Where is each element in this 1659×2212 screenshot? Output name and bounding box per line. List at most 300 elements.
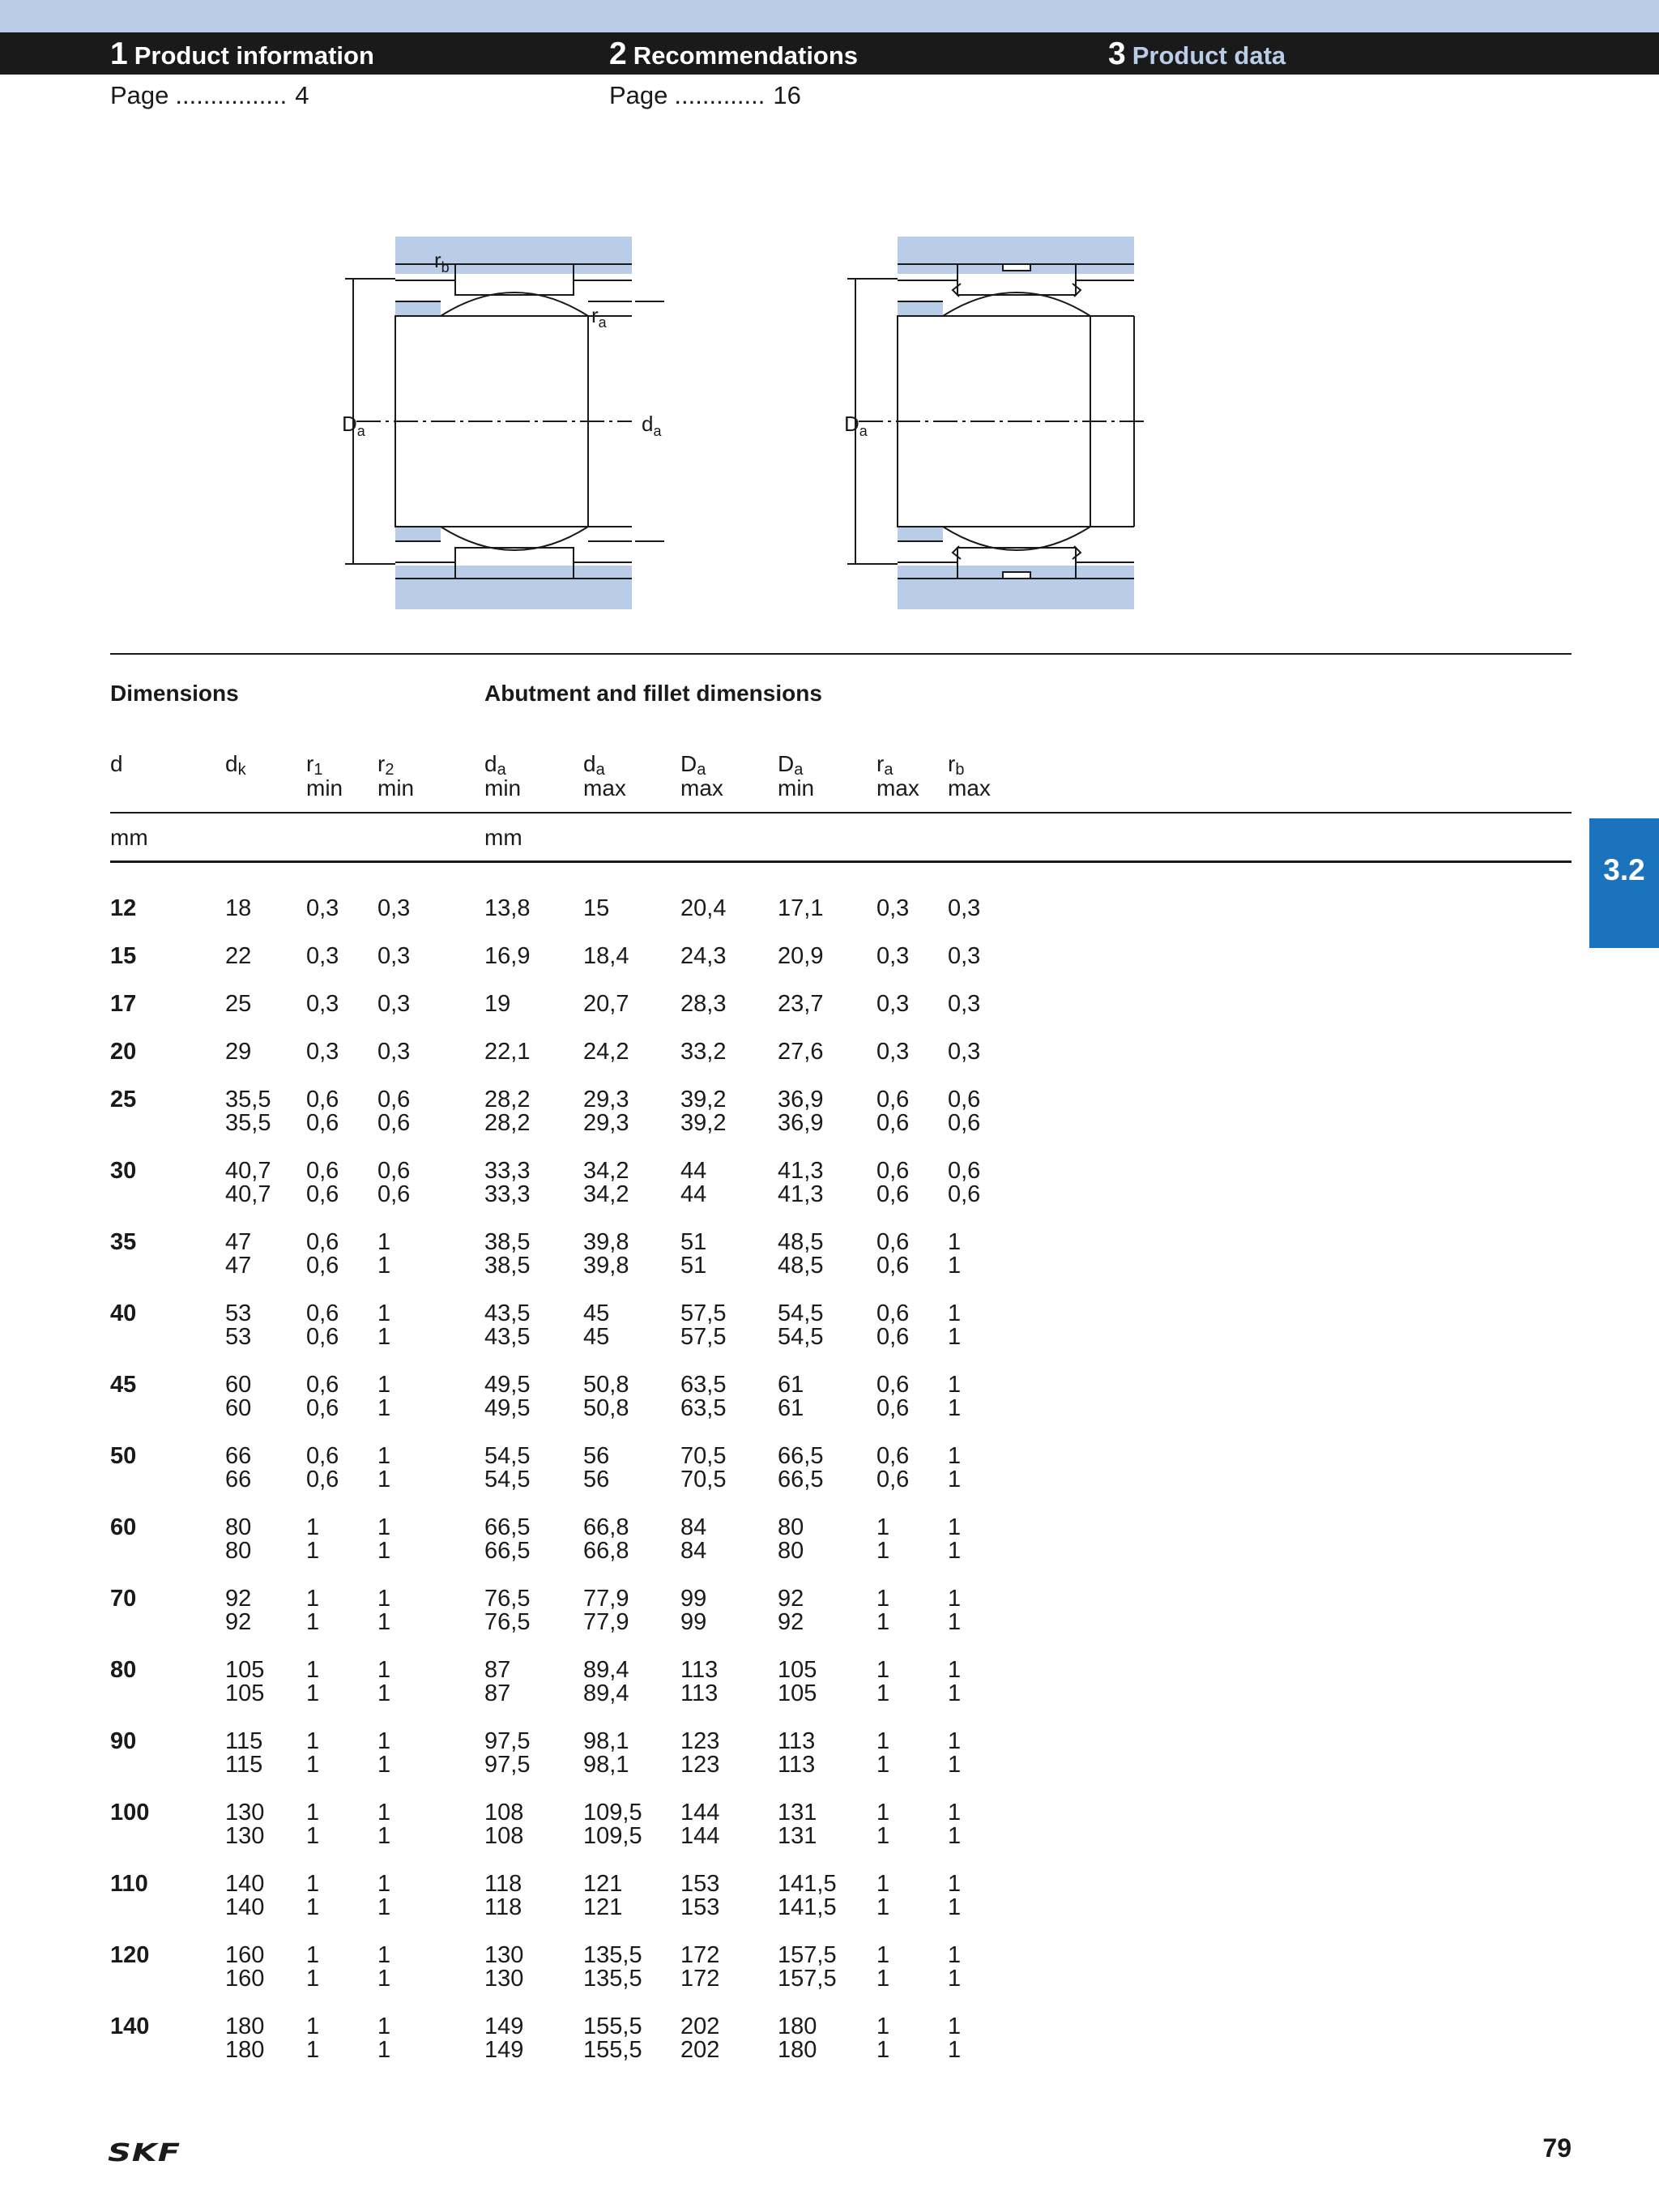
- page-reference-product-information[interactable]: [110, 81, 309, 110]
- table-cell: 56: [583, 1443, 610, 1469]
- table-cell: 105: [225, 1680, 265, 1706]
- bore-diameter-cell: 110: [110, 1871, 148, 1897]
- table-cell: 157,5: [778, 1942, 837, 1968]
- column-subscript: a: [884, 761, 893, 779]
- table-cell: 54,5: [484, 1443, 531, 1469]
- column-qualifier: max: [876, 775, 919, 801]
- table-cell: 66,5: [484, 1538, 531, 1564]
- page-number: 79: [1542, 2133, 1572, 2163]
- table-cell: 1: [306, 1942, 320, 1968]
- page-ref-dots: ................: [175, 81, 288, 109]
- table-cell: 34,2: [583, 1158, 629, 1184]
- table-cell: 0,6: [306, 1372, 339, 1398]
- table-cell: 40,7: [225, 1158, 271, 1184]
- table-cell: 141,5: [778, 1871, 837, 1897]
- table-cell: 1: [948, 1894, 962, 1920]
- column-header: [306, 752, 343, 801]
- table-cell: 1: [948, 1728, 962, 1754]
- nav-number: 1: [110, 36, 128, 71]
- table-cell: 1: [377, 1728, 391, 1754]
- column-qualifier: min: [306, 775, 343, 801]
- table-cell: 1: [306, 1752, 320, 1778]
- nav-recommendations[interactable]: [609, 34, 858, 75]
- table-cell: 97,5: [484, 1752, 531, 1778]
- table-cell: 48,5: [778, 1229, 824, 1255]
- table-cell: 1: [948, 1752, 962, 1778]
- table-cell: 1: [948, 1657, 962, 1683]
- table-cell: 1: [948, 1372, 962, 1398]
- table-cell: 0,6: [876, 1253, 910, 1279]
- table-cell: 1: [377, 1680, 391, 1706]
- units-rule: [110, 860, 1572, 863]
- table-cell: 130: [225, 1800, 265, 1826]
- table-cell: 19: [484, 991, 511, 1017]
- table-cell: 1: [306, 1894, 320, 1920]
- column-header: [225, 751, 246, 779]
- bore-diameter-cell: 35: [110, 1229, 137, 1255]
- table-cell: 0,3: [876, 991, 910, 1017]
- table-cell: 20,9: [778, 943, 824, 969]
- column-subscript: a: [794, 761, 804, 779]
- section-tab[interactable]: 3.2: [1589, 818, 1659, 948]
- table-cell: 0,6: [876, 1229, 910, 1255]
- table-cell: 155,5: [583, 2013, 642, 2039]
- table-cell: 77,9: [583, 1609, 629, 1635]
- table-cell: 0,6: [377, 1110, 411, 1136]
- table-cell: 51: [680, 1253, 707, 1279]
- nav-number: 3: [1108, 36, 1126, 71]
- table-cell: 0,3: [306, 991, 339, 1017]
- table-cell: 105: [225, 1657, 265, 1683]
- table-cell: 1: [876, 1823, 890, 1849]
- table-cell: 1: [377, 1538, 391, 1564]
- table-cell: 0,6: [306, 1181, 339, 1207]
- table-cell: 1: [377, 1253, 391, 1279]
- table-cell: 34,2: [583, 1181, 629, 1207]
- table-cell: 153: [680, 1871, 720, 1897]
- table-cell: 0,3: [306, 1039, 339, 1065]
- table-cell: 0,6: [377, 1087, 411, 1112]
- table-cell: 22,1: [484, 1039, 531, 1065]
- table-cell: 1: [377, 1395, 391, 1421]
- table-cell: 0,6: [306, 1110, 339, 1136]
- table-cell: 202: [680, 2037, 720, 2063]
- table-cell: 1: [377, 1894, 391, 1920]
- table-cell: 1: [377, 1752, 391, 1778]
- table-cell: 0,6: [876, 1300, 910, 1326]
- table-cell: 66,5: [778, 1443, 824, 1469]
- table-cell: 66,5: [484, 1514, 531, 1540]
- table-cell: 1: [377, 1657, 391, 1683]
- table-cell: 1: [306, 1966, 320, 1992]
- table-cell: 1: [377, 1324, 391, 1350]
- table-cell: 1: [876, 1514, 890, 1540]
- column-header: [484, 752, 521, 801]
- table-cell: 99: [680, 1586, 707, 1612]
- page-reference-recommendations[interactable]: [609, 81, 801, 110]
- column-subscript: 2: [385, 761, 394, 779]
- table-cell: 77,9: [583, 1586, 629, 1612]
- column-symbol: r: [377, 751, 386, 776]
- table-cell: 1: [377, 1300, 391, 1326]
- table-cell: 1: [306, 2013, 320, 2039]
- bore-diameter-cell: 140: [110, 2013, 150, 2039]
- table-cell: 80: [778, 1514, 804, 1540]
- unit-abutment: mm: [484, 825, 522, 850]
- table-cell: 140: [225, 1894, 265, 1920]
- bore-diameter-cell: 45: [110, 1372, 137, 1398]
- bearing-abutment-diagram-left: [324, 227, 664, 616]
- table-cell: 1: [876, 1871, 890, 1897]
- table-cell: 109,5: [583, 1823, 642, 1849]
- nav-product-data[interactable]: [1108, 34, 1286, 75]
- table-cell: 130: [225, 1823, 265, 1849]
- top-color-band: [0, 0, 1659, 32]
- column-symbol: d: [225, 751, 238, 776]
- page-ref-label: Page: [609, 81, 668, 109]
- table-cell: 23,7: [778, 991, 824, 1017]
- table-cell: 113: [680, 1657, 719, 1683]
- table-cell: 39,8: [583, 1229, 629, 1255]
- table-cell: 98,1: [583, 1728, 629, 1754]
- table-cell: 180: [225, 2037, 265, 2063]
- table-cell: 63,5: [680, 1372, 727, 1398]
- table-cell: 0,6: [876, 1324, 910, 1350]
- table-cell: 60: [225, 1372, 252, 1398]
- table-cell: 53: [225, 1324, 252, 1350]
- table-cell: 0,6: [377, 1181, 411, 1207]
- table-cell: 0,6: [306, 1467, 339, 1492]
- table-cell: 1: [876, 1942, 890, 1968]
- label-Da: $D_a$: [342, 412, 365, 439]
- table-cell: 1: [948, 1800, 962, 1826]
- table-cell: 113: [778, 1752, 816, 1778]
- table-cell: 1: [948, 1324, 962, 1350]
- bore-diameter-cell: 90: [110, 1728, 137, 1754]
- table-cell: 63,5: [680, 1395, 727, 1421]
- table-cell: 0,3: [377, 991, 411, 1017]
- table-cell: 0,3: [876, 1039, 910, 1065]
- table-cell: 20,4: [680, 895, 727, 921]
- table-cell: 60: [225, 1395, 252, 1421]
- table-cell: 0,3: [377, 943, 411, 969]
- bore-diameter-cell: 60: [110, 1514, 137, 1540]
- table-cell: 38,5: [484, 1229, 531, 1255]
- table-cell: 66: [225, 1467, 252, 1492]
- table-cell: 0,6: [876, 1467, 910, 1492]
- table-cell: 1: [306, 1680, 320, 1706]
- table-cell: 1: [377, 1609, 391, 1635]
- table-cell: 33,2: [680, 1039, 727, 1065]
- table-cell: 1: [876, 1657, 890, 1683]
- table-cell: 1: [948, 1467, 962, 1492]
- table-cell: 115: [225, 1752, 263, 1778]
- table-cell: 0,3: [306, 943, 339, 969]
- table-cell: 1: [948, 2037, 962, 2063]
- table-cell: 123: [680, 1728, 720, 1754]
- table-cell: 45: [583, 1324, 610, 1350]
- column-header: [377, 752, 414, 801]
- table-cell: 1: [377, 1823, 391, 1849]
- table-cell: 135,5: [583, 1966, 642, 1992]
- table-cell: 84: [680, 1538, 707, 1564]
- table-cell: 121: [583, 1871, 623, 1897]
- table-cell: 0,6: [876, 1395, 910, 1421]
- column-subscript: k: [237, 761, 246, 779]
- table-cell: 66,8: [583, 1514, 629, 1540]
- table-cell: 53: [225, 1300, 252, 1326]
- table-cell: 18: [225, 895, 252, 921]
- table-top-rule: [110, 653, 1572, 655]
- table-cell: 49,5: [484, 1395, 531, 1421]
- table-cell: 1: [948, 1300, 962, 1326]
- label-rb: $r_b$: [434, 248, 450, 275]
- table-cell: 0,3: [876, 943, 910, 969]
- table-cell: 89,4: [583, 1657, 629, 1683]
- table-cell: 33,3: [484, 1181, 531, 1207]
- column-header: [110, 752, 123, 776]
- unit-dimensions: mm: [110, 825, 148, 850]
- table-cell: 1: [948, 1395, 962, 1421]
- table-cell: 80: [225, 1514, 252, 1540]
- table-cell: 0,3: [948, 991, 981, 1017]
- table-cell: 80: [778, 1538, 804, 1564]
- table-cell: 1: [306, 1800, 320, 1826]
- table-cell: 61: [778, 1395, 804, 1421]
- table-cell: 20,7: [583, 991, 629, 1017]
- bore-diameter-cell: 70: [110, 1586, 137, 1612]
- table-cell: 1: [876, 2037, 890, 2063]
- table-cell: 1: [948, 2013, 962, 2039]
- dimensions-heading: Dimensions: [110, 681, 239, 706]
- table-cell: 24,3: [680, 943, 727, 969]
- table-cell: 0,6: [306, 1087, 339, 1112]
- table-cell: 108: [484, 1800, 524, 1826]
- table-cell: 44: [680, 1158, 707, 1184]
- table-cell: 105: [778, 1657, 817, 1683]
- table-cell: 155,5: [583, 2037, 642, 2063]
- column-symbol: d: [484, 751, 497, 776]
- table-cell: 92: [225, 1586, 252, 1612]
- table-cell: 98,1: [583, 1752, 629, 1778]
- table-cell: 123: [680, 1752, 720, 1778]
- table-cell: 0,6: [377, 1158, 411, 1184]
- table-cell: 1: [948, 1514, 962, 1540]
- column-subscript: b: [955, 761, 965, 779]
- table-cell: 51: [680, 1229, 707, 1255]
- table-cell: 99: [680, 1609, 707, 1635]
- table-cell: 97,5: [484, 1728, 531, 1754]
- table-cell: 1: [948, 1253, 962, 1279]
- table-cell: 28,2: [484, 1087, 531, 1112]
- table-cell: 41,3: [778, 1158, 824, 1184]
- table-cell: 1: [876, 1752, 890, 1778]
- table-cell: 1: [377, 1467, 391, 1492]
- column-header: [778, 752, 814, 801]
- table-cell: 54,5: [484, 1467, 531, 1492]
- nav-label: Product information: [134, 41, 374, 70]
- table-cell: 87: [484, 1680, 511, 1706]
- table-cell: 130: [484, 1966, 524, 1992]
- table-cell: 38,5: [484, 1253, 531, 1279]
- table-cell: 66: [225, 1443, 252, 1469]
- table-cell: 39,8: [583, 1253, 629, 1279]
- column-qualifier: max: [948, 775, 991, 801]
- table-cell: 1: [377, 1871, 391, 1897]
- table-cell: 0,6: [876, 1158, 910, 1184]
- column-symbol: d: [583, 751, 596, 776]
- table-cell: 1: [306, 1586, 320, 1612]
- table-cell: 0,6: [948, 1087, 981, 1112]
- table-cell: 1: [306, 1657, 320, 1683]
- table-cell: 1: [948, 1942, 962, 1968]
- table-cell: 0,6: [306, 1443, 339, 1469]
- table-cell: 49,5: [484, 1372, 531, 1398]
- table-cell: 0,6: [306, 1158, 339, 1184]
- column-symbol: r: [306, 751, 314, 776]
- bore-diameter-cell: 15: [110, 943, 137, 969]
- table-cell: 25: [225, 991, 252, 1017]
- label-Da: $D_a$: [844, 412, 868, 439]
- table-cell: 1: [377, 2037, 391, 2063]
- column-symbol: r: [948, 751, 956, 776]
- table-cell: 115: [225, 1728, 263, 1754]
- table-cell: 36,9: [778, 1087, 824, 1112]
- table-cell: 1: [876, 1538, 890, 1564]
- table-cell: 61: [778, 1372, 804, 1398]
- bore-diameter-cell: 25: [110, 1087, 137, 1112]
- table-cell: 1: [876, 1586, 890, 1612]
- table-cell: 1: [948, 1229, 962, 1255]
- table-cell: 153: [680, 1894, 720, 1920]
- bearing-outline: [847, 264, 1144, 579]
- table-cell: 108: [484, 1823, 524, 1849]
- table-cell: 180: [778, 2013, 817, 2039]
- table-cell: 29,3: [583, 1110, 629, 1136]
- table-cell: 0,3: [948, 895, 981, 921]
- table-cell: 118: [484, 1871, 522, 1897]
- table-cell: 1: [306, 1823, 320, 1849]
- table-cell: 130: [484, 1942, 524, 1968]
- bore-diameter-cell: 20: [110, 1039, 137, 1065]
- table-cell: 24,2: [583, 1039, 629, 1065]
- table-cell: 35,5: [225, 1087, 271, 1112]
- table-cell: 1: [876, 1680, 890, 1706]
- column-symbol: D: [680, 751, 697, 776]
- table-cell: 13,8: [484, 895, 531, 921]
- table-cell: 50,8: [583, 1372, 629, 1398]
- table-cell: 17,1: [778, 895, 824, 921]
- table-cell: 1: [306, 1728, 320, 1754]
- table-cell: 43,5: [484, 1300, 531, 1326]
- table-cell: 0,3: [377, 895, 411, 921]
- table-cell: 172: [680, 1942, 720, 1968]
- label-ra: $r_a$: [591, 303, 607, 331]
- table-cell: 105: [778, 1680, 817, 1706]
- table-cell: 1: [948, 1966, 962, 1992]
- table-cell: 1: [306, 1514, 320, 1540]
- table-cell: 92: [778, 1586, 804, 1612]
- column-symbol: r: [876, 751, 885, 776]
- nav-product-information[interactable]: [110, 34, 374, 75]
- bore-diameter-cell: 30: [110, 1158, 137, 1184]
- table-cell: 157,5: [778, 1966, 837, 1992]
- nav-label: Recommendations: [633, 41, 859, 70]
- table-cell: 0,6: [306, 1324, 339, 1350]
- table-cell: 57,5: [680, 1324, 727, 1350]
- table-cell: 1: [876, 1800, 890, 1826]
- table-cell: 0,6: [948, 1181, 981, 1207]
- page-ref-label: Page: [110, 81, 169, 109]
- table-cell: 29: [225, 1039, 252, 1065]
- column-qualifier: min: [778, 775, 815, 801]
- table-cell: 1: [948, 1823, 962, 1849]
- table-cell: 118: [484, 1894, 522, 1920]
- table-cell: 149: [484, 2013, 524, 2039]
- column-header: [876, 752, 919, 801]
- table-cell: 36,9: [778, 1110, 824, 1136]
- column-qualifier: max: [680, 775, 723, 801]
- abutment-heading: Abutment and fillet dimensions: [484, 681, 822, 706]
- table-cell: 1: [876, 1728, 890, 1754]
- column-header: [680, 752, 723, 801]
- bore-diameter-cell: 100: [110, 1800, 150, 1826]
- page-ref-number: 4: [295, 81, 309, 109]
- table-cell: 131: [778, 1800, 817, 1826]
- header-rule: [110, 812, 1572, 813]
- table-cell: 1: [306, 1538, 320, 1564]
- page-ref-dots: .............: [674, 81, 766, 109]
- page-ref-number: 16: [773, 81, 801, 109]
- column-qualifier: min: [377, 775, 415, 801]
- table-cell: 87: [484, 1657, 511, 1683]
- table-cell: 54,5: [778, 1300, 824, 1326]
- table-cell: 1: [306, 2037, 320, 2063]
- table-cell: 80: [225, 1538, 252, 1564]
- table-cell: 57,5: [680, 1300, 727, 1326]
- table-cell: 47: [225, 1229, 252, 1255]
- column-qualifier: min: [484, 775, 522, 801]
- table-cell: 41,3: [778, 1181, 824, 1207]
- table-cell: 1: [876, 1966, 890, 1992]
- table-cell: 1: [377, 1514, 391, 1540]
- table-cell: 109,5: [583, 1800, 642, 1826]
- table-cell: 47: [225, 1253, 252, 1279]
- table-cell: 0,6: [876, 1181, 910, 1207]
- table-cell: 70,5: [680, 1443, 727, 1469]
- table-cell: 1: [306, 1609, 320, 1635]
- table-cell: 1: [377, 1372, 391, 1398]
- table-cell: 113: [680, 1680, 719, 1706]
- bore-diameter-cell: 17: [110, 991, 137, 1017]
- table-cell: 144: [680, 1800, 720, 1826]
- column-subscript: a: [595, 761, 605, 779]
- table-cell: 0,3: [948, 943, 981, 969]
- column-symbol: D: [778, 751, 795, 776]
- column-symbol: d: [110, 751, 123, 776]
- table-cell: 1: [377, 1229, 391, 1255]
- table-cell: 39,2: [680, 1087, 727, 1112]
- table-cell: 76,5: [484, 1586, 531, 1612]
- table-cell: 56: [583, 1467, 610, 1492]
- table-cell: 144: [680, 1823, 720, 1849]
- table-cell: 28,3: [680, 991, 727, 1017]
- table-cell: 0,6: [948, 1110, 981, 1136]
- table-cell: 135,5: [583, 1942, 642, 1968]
- table-cell: 0,6: [306, 1300, 339, 1326]
- skf-logo: SKF: [108, 2139, 181, 2167]
- table-cell: 1: [377, 1586, 391, 1612]
